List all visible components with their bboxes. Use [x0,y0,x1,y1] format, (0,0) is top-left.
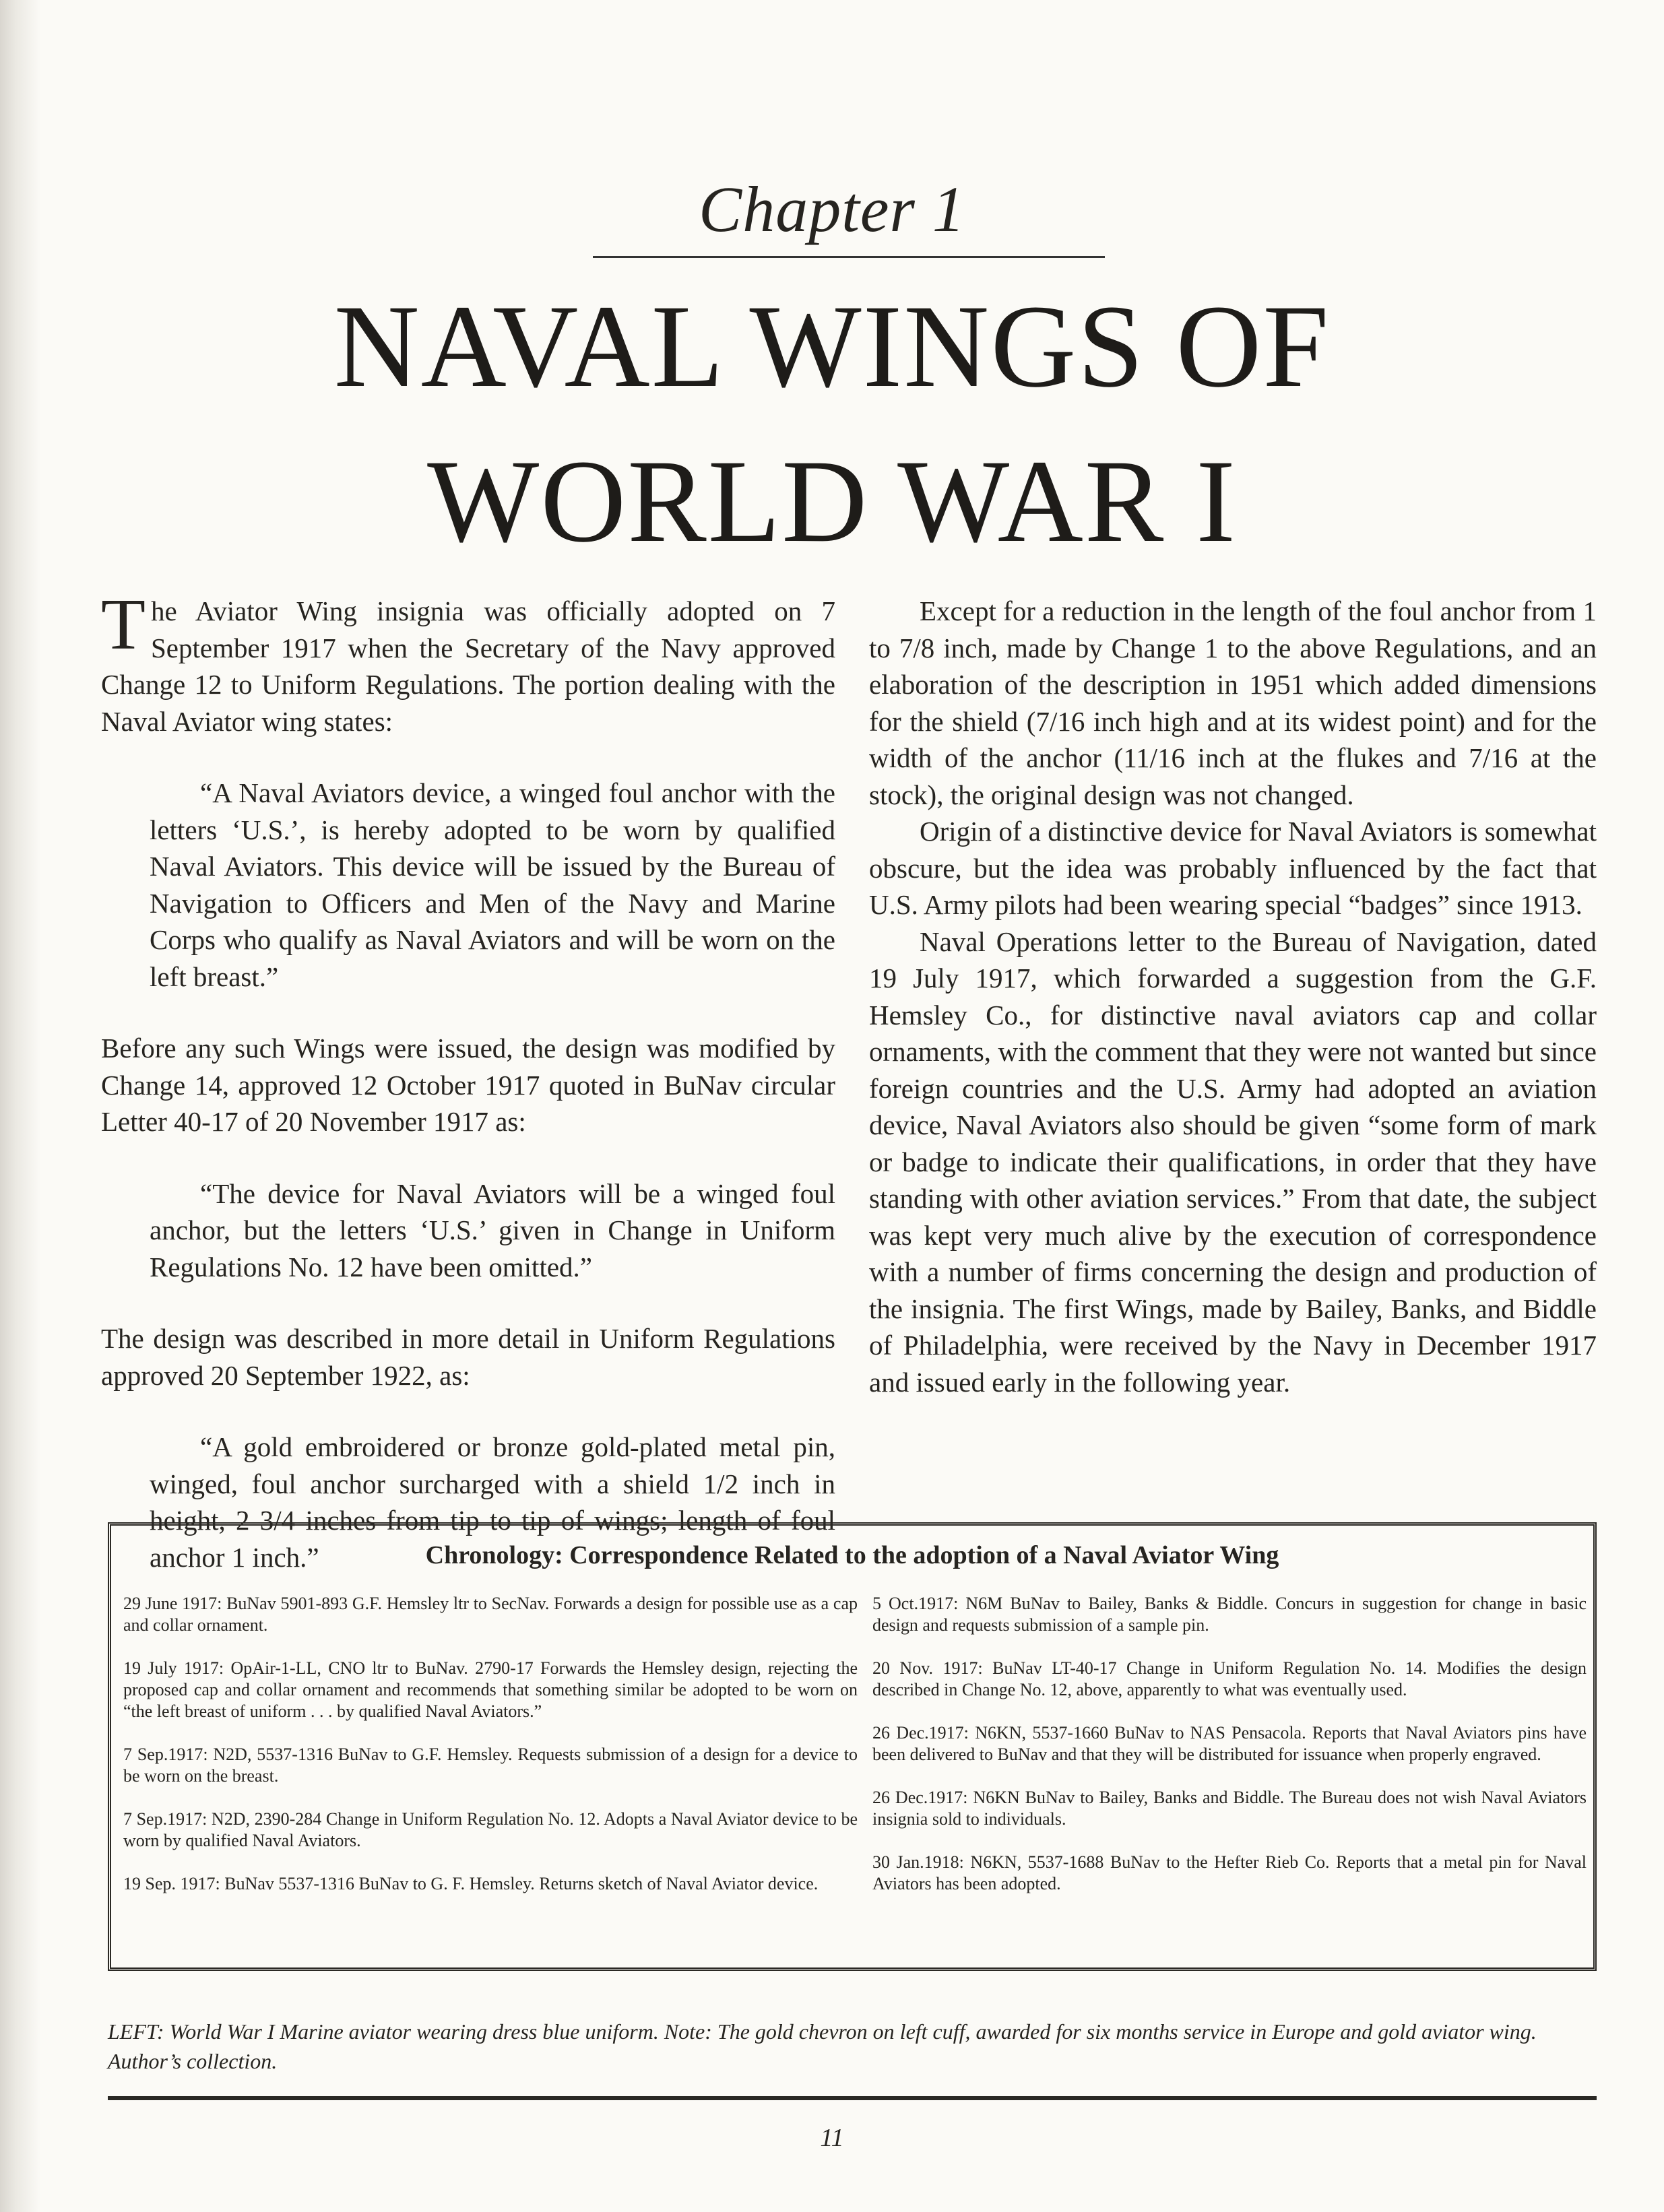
chapter-label: Chapter 1 [699,173,965,245]
chronology-entry: 19 July 1917: OpAir-1-LL, CNO ltr to BuNav. 2790-17 Forwards the Hemsley design, rejecting the proposed cap and collar ornament and recommends that something similar be adopted to be worn on “the left breast of uniform . . . by qualified Naval Aviators.” [123,1658,858,1721]
chapter-title-line-1: NAVAL WINGS OF [333,281,1331,412]
left-quote-2: “The device for Naval Aviators will be a winged foul anchor, but the letters ‘U.S.’ given in Change in Uniform Regulations No. 12 have been omitted.” [150,1177,835,1282]
chapter-title-line-2: WORLD WAR I [427,436,1237,567]
drop-cap: T [101,585,146,665]
chronology-left-column [123,1593,858,1916]
right-paragraph-1: Except for a reduction in the length of the foul anchor from 1 to 7/8 inch, made by Change 1 to the above Regulations, and an elaboration of the description in 1951 which added dimensions for the shield (7/16 inch high and at its widest point) and for the width of the anchor (11/16 inch at the flukes and 7/16 at the stock), the original design was not changed. [869,595,1597,810]
chapter-divider [593,256,1105,258]
right-paragraph-3: Naval Operations letter to the Bureau of Navigation, dated 19 July 1917, which forwarded a suggestion from the G.F. Hemsley Co., for distinctive naval aviators cap and collar ornaments, with the comment that they were not wanted but since foreign countries and the U.S. Army had adopted an aviation device, Naval Aviators also should be given “some form of mark or badge to indicate their qualifications, in order that they have standing with other aviation services.” From that date, the subject was kept very much alive by the execution of correspondence with a number of firms concerning the design and production of the insignia. The first Wings, made by Bailey, Banks, and Biddle of Philadelphia, were received by the Navy in December 1917 and issued early in the following year. [869,925,1597,1398]
right-paragraph-2: Origin of a distinctive device for Naval Aviators is somewhat obscure, but the idea was probably influenced by the fact that U.S. Army pilots had been wearing special “badges” since 1913. [869,816,1597,920]
chronology-entry: 7 Sep.1917: N2D, 2390-284 Change in Uniform Regulation No. 12. Adopts a Naval Aviator device to be worn by qualified Naval Aviators. [123,1809,858,1850]
left-paragraph-3: The design was described in more detail in Uniform Regulations approved 20 September 1922, as: [101,1323,835,1391]
chronology-entry: 7 Sep.1917: N2D, 5537-1316 BuNav to G.F. Hemsley. Requests submission of a design for a device to be worn on the breast. [123,1745,858,1786]
chronology-entry: 29 June 1917: BuNav 5901-893 G.F. Hemsley ltr to SecNav. Forwards a design for possible use as a cap and collar ornament. [123,1594,858,1635]
left-paragraph-2: Before any such Wings were issued, the design was modified by Change 14, approved 12 October 1917 quoted in BuNav circular Letter 40-17 of 20 November 1917 as: [101,1033,835,1137]
chronology-entry: 19 Sep. 1917: BuNav 5537-1316 BuNav to G. F. Hemsley. Returns sketch of Naval Aviator device. [123,1874,819,1893]
chronology-entry: 20 Nov. 1917: BuNav LT-40-17 Change in Uniform Regulation No. 14. Modifies the design described in Change No. 12, above, apparently to what was eventually used. [872,1658,1587,1699]
chronology-entry: 5 Oct.1917: N6M BuNav to Bailey, Banks & Biddle. Concurs in suggestion for change in basic design and requests submission of a sample pin. [872,1594,1587,1635]
chronology-title: Chronology: Correspondence Related to the adoption of a Naval Aviator Wing [425,1541,1279,1569]
chronology-entry: 26 Dec.1917: N6KN, 5537-1660 BuNav to NAS Pensacola. Reports that Naval Aviators pins have been delivered to BuNav and that they will be distributed for issuance when properly engraved. [872,1723,1587,1764]
chronology-entry: 30 Jan.1918: N6KN, 5537-1688 BuNav to the Hefter Rieb Co. Reports that a metal pin for Naval Aviators has been adopted. [872,1852,1587,1893]
bottom-rule [108,2096,1597,2100]
left-quote-1: “A Naval Aviators device, a winged foul anchor with the letters ‘U.S.’, is hereby adopted to be worn by qualified Naval Aviators. This device will be issued by the Bureau of Navigation to Officers and Men of the Navy and Marine Corps who qualify as Naval Aviators and will be worn on the left breast.” [150,777,835,992]
left-quote-3: “A gold embroidered or bronze gold-plated metal pin, winged, foul anchor surcharged with a shield 1/2 inch in height, 2 3/4 inches from tip to tip of wings; length of foul anchor 1 inch.” [150,1431,835,1573]
photo-caption: LEFT: World War I Marine aviator wearing dress blue uniform. Note: The gold chevron on left cuff, awarded for six months service in Europe and gold aviator wing. Author’s collection. [108,2019,1537,2073]
chronology-entry: 26 Dec.1917: N6KN BuNav to Bailey, Banks and Biddle. The Bureau does not wish Naval Aviators insignia sold to individuals. [872,1788,1587,1829]
right-column [869,593,1597,1400]
chronology-right-column [872,1593,1587,1916]
left-column [101,585,835,1575]
chapter-title [0,269,1664,579]
left-paragraph-1 [101,585,835,740]
page-number: 11 [820,2124,844,2152]
chronology-box [108,1522,1597,1971]
left-paragraph-1-text: he Aviator Wing insignia was officially adopted on 7 September 1917 when the Secretary of the Navy approved Change 12 to Uniform Regulations. The portion dealing with the Naval Aviator wing states: [101,595,835,737]
